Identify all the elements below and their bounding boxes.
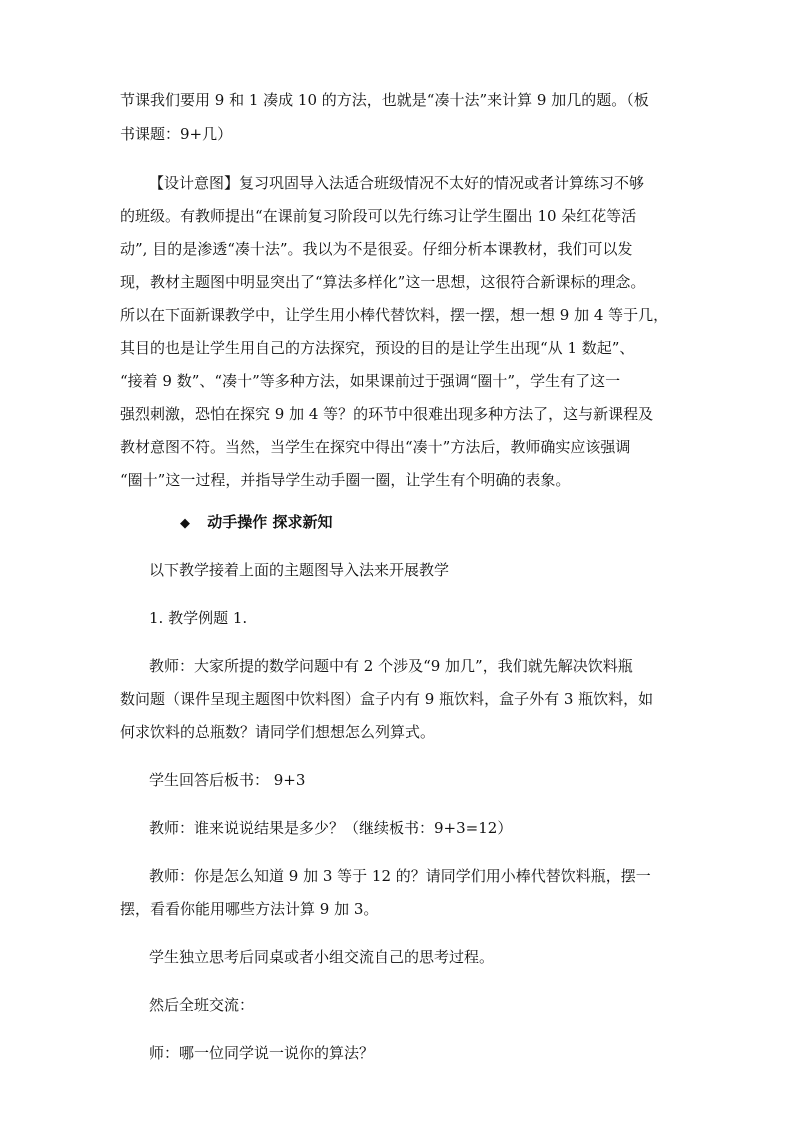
paragraph-line: 的班级。有教师提出“在课前复习阶段可以先行练习让学生圈出 10 朵红花等活: [120, 207, 637, 225]
design-intent-line: 【设计意图】复习巩固导入法适合班级情况不太好的情况或者计算练习不够: [149, 174, 645, 192]
paragraph-line: “接着 9 数”、“凑十”等多种方法，如果课前过于强调“圈十”，学生有了这一: [120, 372, 621, 390]
diamond-bullet-icon: ◆: [180, 516, 190, 531]
paragraph-line: 何求饮料的总瓶数？请同学们想想怎么列算式。: [120, 723, 436, 741]
paragraph-line: 所以在下面新课教学中，让学生用小棒代替饮料，摆一摆，想一想 9 加 4 等于几，: [120, 306, 669, 324]
teacher-dialogue: 教师：大家所提的数学问题中有 2 个涉及“9 加几”，我们就先解决饮料瓶: [149, 657, 633, 675]
section-heading-text: 动手操作 探求新知: [207, 513, 333, 531]
paragraph-line: 其目的也是让学生用自己的方法探究，预设的目的是让学生出现“从 1 数起”、: [120, 339, 635, 357]
teacher-dialogue: 教师：你是怎么知道 9 加 3 等于 12 的？请同学们用小棒代替饮料瓶，摆一: [149, 867, 651, 885]
paragraph-line: 数问题（课件呈现主题图中饮料图）盒子内有 9 瓶饮料，盒子外有 3 瓶饮料，如: [120, 690, 654, 708]
paragraph-line: 节课我们要用 9 和 1 凑成 10 的方法，也就是“凑十法”来计算 9 加几的题。（板: [120, 91, 649, 109]
student-activity: 学生独立思考后同桌或者小组交流自己的思考过程。: [149, 948, 495, 966]
paragraph-line: 教材意图不符。当然，当学生在探究中得出“凑十”方法后，教师确实应该强调: [120, 438, 631, 456]
example-heading: 1. 教学例题 1.: [149, 609, 248, 627]
teacher-question: 师：哪一位同学说一说你的算法？: [149, 1044, 375, 1062]
teacher-dialogue: 教师：谁来说说结果是多少？（继续板书：9+3=12）: [149, 819, 513, 837]
paragraph-line: 以下教学接着上面的主题图导入法来开展教学: [149, 561, 450, 579]
paragraph-line: 书课题：9+几）: [120, 125, 233, 143]
paragraph-line: “圈十”这一过程，并指导学生动手圈一圈，让学生有个明确的表象。: [120, 471, 571, 489]
paragraph-line: 动”, 目的是渗透“凑十法”。我以为不是很妥。仔细分析本课教材，我们可以发: [120, 240, 633, 258]
student-answer: 学生回答后板书： 9+3: [149, 771, 306, 789]
paragraph-line: 现，教材主题图中明显突出了“算法多样化”这一思想，这很符合新课标的理念。: [120, 273, 646, 291]
class-discussion: 然后全班交流：: [149, 996, 255, 1014]
section-heading: [180, 512, 740, 534]
paragraph-line: 摆，看看你能用哪些方法计算 9 加 3。: [120, 900, 379, 918]
paragraph-line: 强烈刺激，恐怕在探究 9 加 4 等？的环节中很难出现多种方法了，这与新课程及: [120, 405, 654, 423]
